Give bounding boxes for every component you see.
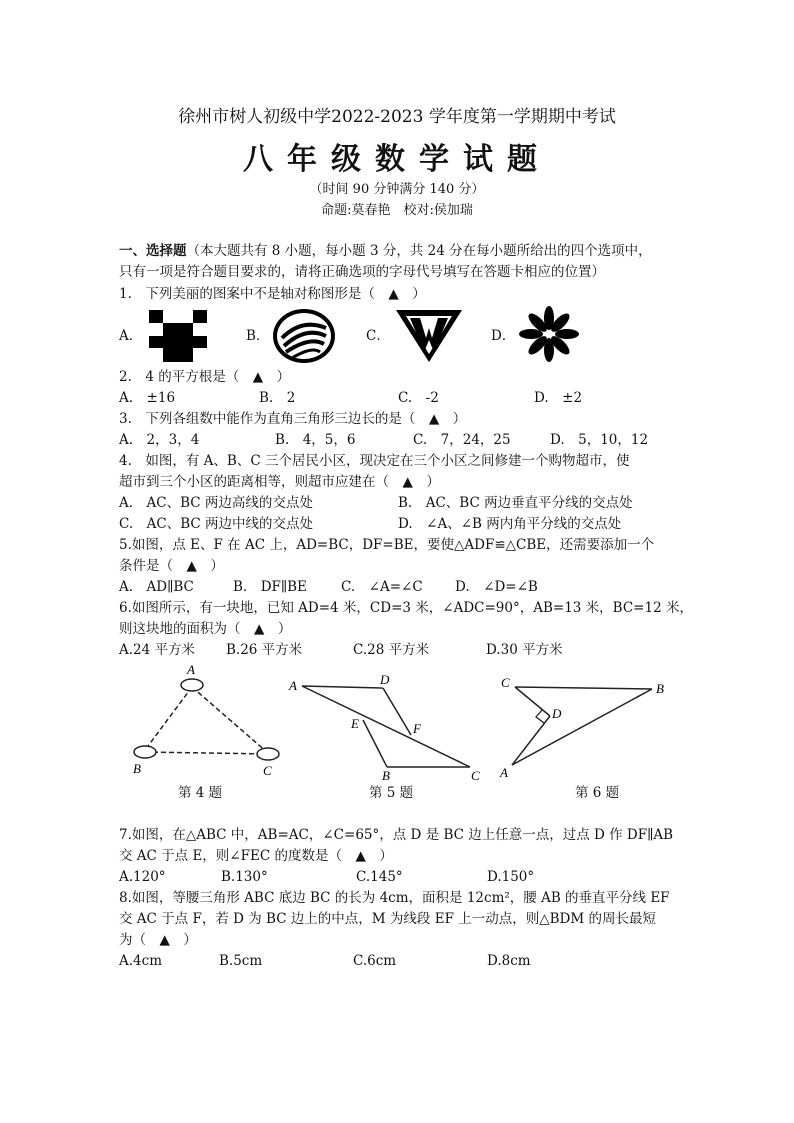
figure-6-caption: 第 6 题 bbox=[575, 785, 620, 801]
q2-stem: 2. 4 的平方根是（ ▲ ） bbox=[119, 369, 291, 385]
q7-option-c: C.145° bbox=[356, 869, 403, 885]
q6-option-a: A.24 平方米 bbox=[119, 642, 196, 658]
fig5-label-d: D bbox=[380, 672, 390, 687]
q7-option-a: A.120° bbox=[119, 869, 166, 885]
exam-time: （时间 90 分钟满分 140 分） bbox=[309, 182, 485, 197]
q1-stem: 1. 下列美丽的图案中不是轴对称图形是（ ▲ ） bbox=[119, 286, 426, 302]
q4-option-d: D. ∠A、∠B 两内角平分线的交点处 bbox=[398, 516, 622, 532]
figure-6 bbox=[490, 670, 680, 782]
figure-4-caption: 第 4 题 bbox=[178, 785, 223, 801]
fig4-node-a bbox=[181, 679, 203, 691]
exam-author: 命题:莫春艳 校对:侯加瑞 bbox=[321, 203, 473, 218]
fig5-edge-ad bbox=[302, 686, 383, 688]
section-desc-1: （本大题共有 8 小题，每小题 3 分，共 24 分在每小题所给出的四个选项中， bbox=[186, 243, 652, 259]
q7-option-d: D.150° bbox=[487, 869, 535, 885]
q6-option-c: C.28 平方米 bbox=[353, 642, 430, 658]
fig6-label-c: C bbox=[501, 675, 510, 690]
q2-option-a: A. ±16 bbox=[119, 390, 176, 406]
q4-option-a: A. AC、BC 两边高线的交点处 bbox=[119, 495, 313, 511]
figure-5-caption: 第 5 题 bbox=[369, 785, 414, 801]
q3-stem: 3. 下列各组数中能作为直角三角形三边长的是（ ▲ ） bbox=[119, 411, 467, 427]
q5-option-d: D. ∠D=∠B bbox=[455, 579, 538, 595]
fig6-label-d: D bbox=[552, 706, 562, 721]
fig4-label-a: A bbox=[187, 662, 195, 677]
mobile-logo-icon bbox=[272, 308, 336, 364]
fig4-edge-ab bbox=[145, 687, 192, 750]
subject-title: 八年级数学试题 bbox=[243, 142, 551, 177]
section-title: 一、选择题 bbox=[119, 243, 187, 259]
figure-5 bbox=[285, 670, 485, 782]
triangle-w-icon bbox=[396, 310, 462, 362]
q6-option-b: B.26 平方米 bbox=[226, 642, 303, 658]
school-title: 徐州市树人初级中学2022-2023 学年度第一学期期中考试 bbox=[178, 107, 616, 127]
q7-stem-2: 交 AC 于点 E，则∠FEC 的度数是（ ▲ ） bbox=[119, 848, 393, 864]
q8-option-c: C.6cm bbox=[353, 953, 397, 969]
q4-stem-2: 超市到三个小区的距离相等，则超市应建在（ ▲ ） bbox=[119, 474, 440, 490]
fig4-label-b: B bbox=[133, 761, 141, 776]
q8-stem-1: 8.如图，等腰三角形 ABC 底边 BC 的长为 4cm，面积是 12cm²，腰 AB 的垂直平分线 EF bbox=[119, 890, 670, 906]
fig6-label-a: A bbox=[500, 765, 508, 780]
fig5-edge-ac bbox=[302, 686, 470, 767]
q2-option-b: B. 2 bbox=[259, 390, 296, 406]
q6-stem-1: 6.如图所示，有一块地，已知 AD=4 米，CD=3 米，∠ADC=90°，AB=13 米，BC=12 米， bbox=[119, 600, 693, 616]
q5-stem-1: 5.如图，点 E、F 在 AC 上，AD=BC，DF=BE，要使△ADF≌△CBE，还需要添加一个 bbox=[119, 537, 655, 553]
section-desc-2: 只有一项是符合题目要求的，请将正确选项的字母代号填写在答题卡相应的位置） bbox=[119, 264, 605, 280]
fig6-right-angle-mark bbox=[536, 710, 544, 723]
q6-stem-2: 则这块地的面积为（ ▲ ） bbox=[119, 621, 292, 637]
q5-option-a: A. AD∥BC bbox=[119, 579, 194, 595]
fig4-node-c bbox=[257, 748, 279, 760]
fig4-edge-bc bbox=[145, 752, 268, 754]
fig6-edge-cd bbox=[515, 687, 550, 716]
section-heading bbox=[119, 241, 652, 261]
q3-option-a: A. 2，3，4 bbox=[119, 432, 200, 448]
q7-option-b: B.130° bbox=[221, 869, 268, 885]
fig4-edge-ac bbox=[192, 687, 268, 753]
q1-option-a: A． bbox=[119, 328, 143, 344]
q4-stem-1: 4. 如图，有 A、B、C 三个居民小区，现决定在三个小区之间修建一个购物超市，使 bbox=[119, 453, 630, 469]
fig5-label-b: B bbox=[382, 768, 390, 782]
q8-stem-2: 交 AC 于点 F，若 D 为 BC 边上的中点，M 为线段 EF 上一动点，则△BDM 的周长最短 bbox=[119, 911, 656, 927]
fig6-edge-ab bbox=[512, 689, 652, 765]
fig6-edge-da bbox=[512, 716, 550, 765]
fig5-edge-df bbox=[383, 688, 411, 735]
checker-pattern-icon bbox=[149, 310, 207, 362]
fig5-edge-eb bbox=[363, 720, 387, 767]
q3-option-b: B. 4，5，6 bbox=[275, 432, 356, 448]
q4-option-c: C. AC、BC 两边中线的交点处 bbox=[119, 516, 314, 532]
q7-stem-1: 7.如图，在△ABC 中，AB=AC，∠C=65°，点 D 是 BC 边上任意一点，过点 D 作 DF∥AB bbox=[119, 827, 674, 843]
q8-option-d: D.8cm bbox=[487, 953, 531, 969]
flower-pattern-icon bbox=[518, 306, 580, 362]
fig4-node-b bbox=[134, 746, 156, 758]
q8-option-b: B.5cm bbox=[219, 953, 263, 969]
fig5-label-c: C bbox=[471, 768, 480, 782]
q2-option-d: D. ±2 bbox=[534, 390, 583, 406]
fig5-label-a: A bbox=[289, 678, 297, 693]
q3-option-d: D. 5，10，12 bbox=[550, 432, 649, 448]
fig4-label-c: C bbox=[263, 763, 272, 778]
q5-stem-2: 条件是（ ▲ ） bbox=[119, 558, 224, 574]
fig6-label-b: B bbox=[656, 681, 664, 696]
q5-option-c: C. ∠A=∠C bbox=[341, 579, 423, 595]
q1-option-d: D． bbox=[491, 328, 516, 344]
q6-option-d: D.30 平方米 bbox=[486, 642, 563, 658]
fig5-label-f: F bbox=[413, 721, 421, 736]
q1-option-c: C． bbox=[366, 328, 390, 344]
q1-option-b: B． bbox=[246, 328, 270, 344]
q8-option-a: A.4cm bbox=[119, 953, 162, 969]
fig5-label-e: E bbox=[351, 716, 359, 731]
q3-option-c: C. 7，24，25 bbox=[413, 432, 511, 448]
fig6-edge-cb bbox=[515, 687, 652, 689]
q2-option-c: C. -2 bbox=[398, 390, 439, 406]
figure-4 bbox=[125, 660, 285, 780]
q8-stem-3: 为（ ▲ ） bbox=[119, 932, 197, 948]
q4-option-b: B. AC、BC 两边垂直平分线的交点处 bbox=[398, 495, 633, 511]
q5-option-b: B. DF∥BE bbox=[233, 579, 307, 595]
